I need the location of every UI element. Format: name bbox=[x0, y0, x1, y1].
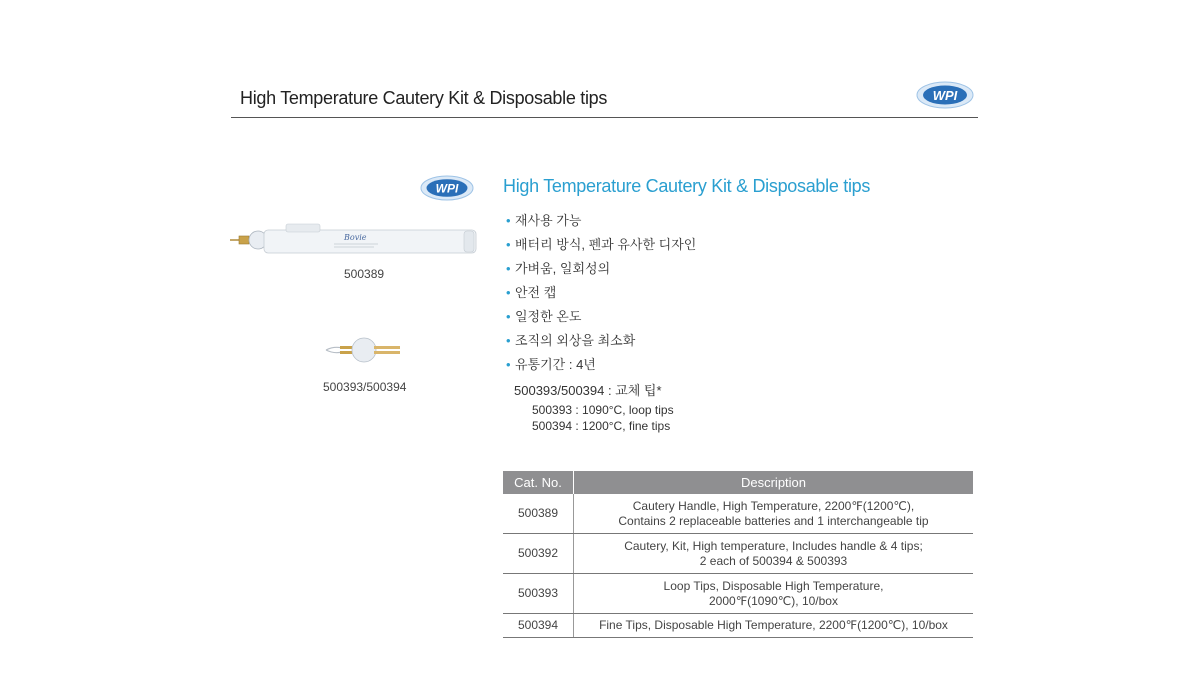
page-title: High Temperature Cautery Kit & Disposable tips bbox=[240, 88, 608, 108]
title-divider bbox=[231, 117, 978, 118]
product-title: High Temperature Cautery Kit & Disposable tips bbox=[503, 176, 871, 196]
feature-item: • 일정한 온도 bbox=[506, 309, 582, 324]
replacement-tips-heading: 500393/500394 : 교체 팁* bbox=[514, 383, 662, 398]
bullet-icon: • bbox=[506, 333, 511, 348]
table-row bbox=[503, 534, 973, 574]
catalog-table bbox=[503, 471, 973, 638]
cat-no-cell: 500393 bbox=[503, 574, 574, 614]
cautery-handle-image bbox=[228, 220, 478, 267]
bullet-icon: • bbox=[506, 285, 511, 300]
handle-brand-text: Bovie bbox=[344, 233, 367, 242]
table-row bbox=[503, 574, 973, 614]
bullet-icon: • bbox=[506, 237, 511, 252]
feature-item: • 조직의 외상을 최소화 bbox=[506, 333, 636, 348]
description-cell bbox=[574, 494, 974, 534]
description-cell bbox=[574, 614, 974, 638]
feature-item: • 가벼움, 일회성의 bbox=[506, 261, 611, 276]
description-line: Loop Tips, Disposable High Temperature, bbox=[663, 578, 884, 593]
description-cell bbox=[574, 574, 974, 614]
bullet-icon: • bbox=[506, 357, 511, 372]
bullet-icon: • bbox=[506, 261, 511, 276]
table-row bbox=[503, 614, 973, 638]
bullet-icon: • bbox=[506, 213, 511, 228]
description-line: Cautery Handle, High Temperature, 2200℉(1200℃), bbox=[632, 498, 915, 513]
tip-spec-line: 500394 : 1200°C, fine tips bbox=[532, 419, 671, 433]
description-line: Fine Tips, Disposable High Temperature, 2200℉(1200℃), 10/box bbox=[599, 618, 948, 632]
bullet-icon: • bbox=[506, 309, 511, 324]
disposable-tips-image bbox=[322, 336, 404, 369]
wpi-logo-small bbox=[420, 175, 474, 201]
feature-list bbox=[506, 212, 696, 380]
table-header-row bbox=[503, 471, 973, 494]
wpi-logo bbox=[916, 81, 974, 109]
description-line: Cautery, Kit, High temperature, Includes handle & 4 tips; bbox=[624, 538, 923, 553]
wpi-logo-text: WPI bbox=[932, 88, 958, 103]
description-line: 2 each of 500394 & 500393 bbox=[699, 553, 848, 568]
feature-item: • 배터리 방식, 펜과 유사한 디자인 bbox=[506, 237, 697, 252]
feature-item: • 유통기간 : 4년 bbox=[506, 357, 596, 372]
handle-caption: 500389 bbox=[344, 267, 385, 281]
feature-item: • 재사용 가능 bbox=[506, 213, 582, 228]
header-description: Description bbox=[574, 471, 974, 494]
description-cell bbox=[574, 534, 974, 574]
table-row bbox=[503, 494, 973, 534]
cat-no-cell: 500389 bbox=[503, 494, 574, 534]
header-cat-no: Cat. No. bbox=[503, 471, 574, 494]
cat-no-cell: 500394 bbox=[503, 614, 574, 638]
description-line: 2000℉(1090℃), 10/box bbox=[709, 593, 838, 608]
tips-caption: 500393/500394 bbox=[323, 380, 407, 394]
wpi-logo-small-text: WPI bbox=[435, 181, 459, 196]
description-line: Contains 2 replaceable batteries and 1 interchangeable tip bbox=[618, 513, 929, 528]
tip-spec-line: 500393 : 1090°C, loop tips bbox=[532, 403, 674, 417]
feature-item: • 안전 캡 bbox=[506, 285, 557, 300]
cat-no-cell: 500392 bbox=[503, 534, 574, 574]
